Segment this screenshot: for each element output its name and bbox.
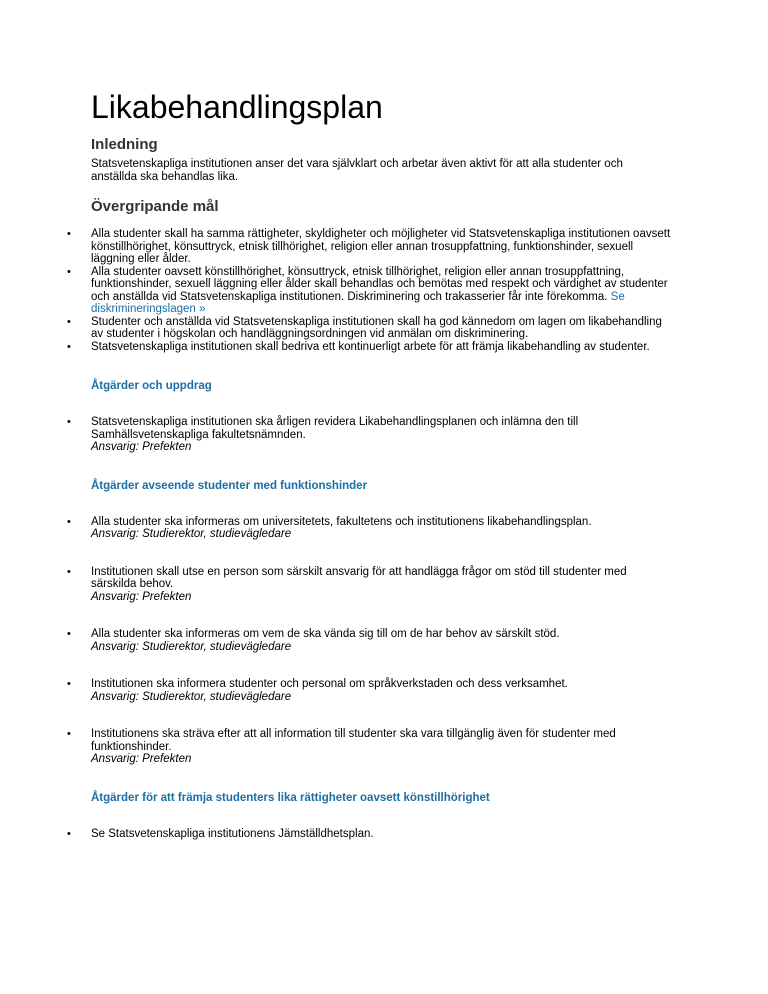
list-item [67,228,671,266]
bullet-icon: • [67,416,71,428]
responsible-text: Ansvarig: Prefekten [91,753,192,765]
list-item [67,265,671,316]
document [67,88,671,840]
bullet-icon: • [67,827,71,840]
goals-heading: Övergripande mål [91,198,219,215]
disability-text: Institutionen skall utse en person som särskilt ansvarig för att handlägga frågor om stöd till studenter med särskilda behov. [91,565,627,590]
goal-text: Studenter och anställda vid Statsvetenskapliga institutionen skall ha god kännedom om lagen om likabehandling av studenter i högskolan och handläggningsordningen vid anmälan om diskriminering. [91,315,662,340]
goals-list [67,228,671,353]
list-item [67,827,671,841]
goal-text: Statsvetenskapliga institutionen skall bedriva ett kontinuerligt arbete för att främja likabehandling av studenter. [91,340,650,353]
list-item [67,515,671,541]
measure-text: Statsvetenskapliga institutionen ska årligen revidera Likabehandlingsplanen och inlämna den till Samhällsvetenskapliga fakultetsnämnden. [91,416,579,441]
bullet-icon: • [67,340,71,353]
disability-text: Alla studenter ska informeras om universitetets, fakultetens och institutionens likabehandlingsplan. [91,515,592,528]
bullet-icon: • [67,628,71,640]
bullet-icon: • [67,228,71,240]
responsible-text: Ansvarig: Prefekten [91,441,192,453]
responsible-text: Ansvarig: Studierektor, studievägledare [91,690,292,703]
goal-text: Alla studenter skall ha samma rättigheter, skyldigheter och möjligheter vid Statsvetenskapliga institutionen oavsett könstillhörighet, könsuttryck, etnisk tillhörighet, religion eller annan trosuppfattning, funktionshinder, sexuell läggning eller ålder. [91,228,671,265]
bullet-icon: • [67,565,71,578]
disability-text: Alla studenter ska informeras om vem de ska vända sig till om de har behov av särskilt stöd. [91,628,560,640]
goal-text: Alla studenter oavsett könstillhörighet, könsuttryck, etnisk tillhörighet, religion eller annan trosuppfattning, funktionshinder, sexuell läggning eller ålder skall behandlas och bemötas med respekt och värdighet av studenter och anställda vid Statsvetenskapliga institutionen. Diskriminering och trakasserier får inte förekomma. [91,265,668,303]
list-item [67,628,671,653]
gender-text: Se Statsvetenskapliga institutionens Jämställdhetsplan. [91,827,374,840]
measures-heading: Åtgärder och uppdrag [91,380,212,392]
page-title: Likabehandlingsplan [91,89,383,125]
list-item [67,315,671,341]
list-item [67,678,671,703]
responsible-text: Ansvarig: Studierektor, studievägledare [91,640,292,653]
responsible-text: Ansvarig: Studierektor, studievägledare [91,528,292,540]
bullet-icon: • [67,678,71,690]
intro-text: Statsvetenskapliga institutionen anser det vara självklart och arbetar även aktivt för att alla studenter och anställda ska behandlas lika. [91,158,623,183]
list-item [67,416,671,454]
disability-text: Institutionens ska sträva efter att all information till studenter ska vara tillgänglig även för studenter med funktionshinder. [91,728,616,753]
discrimination-law-link[interactable]: Se diskrimineringslagen » [91,290,625,315]
disability-list [67,515,671,766]
list-item [67,340,671,354]
gender-heading: Åtgärder för att främja studenters lika rättigheter oavsett könstillhörighet [91,791,490,804]
list-item [67,728,671,766]
bullet-icon: • [67,728,71,740]
intro-heading: Inledning [91,136,158,153]
bullet-icon: • [67,265,71,278]
responsible-text: Ansvarig: Prefekten [91,590,192,603]
disability-heading: Åtgärder avseende studenter med funktionshinder [91,479,368,492]
gender-list [67,827,671,841]
disability-text: Institutionen ska informera studenter och personal om språkverkstaden och dess verksamhet. [91,678,568,690]
bullet-icon: • [67,315,71,328]
measures-list [67,416,671,454]
bullet-icon: • [67,515,71,528]
list-item [67,565,671,604]
